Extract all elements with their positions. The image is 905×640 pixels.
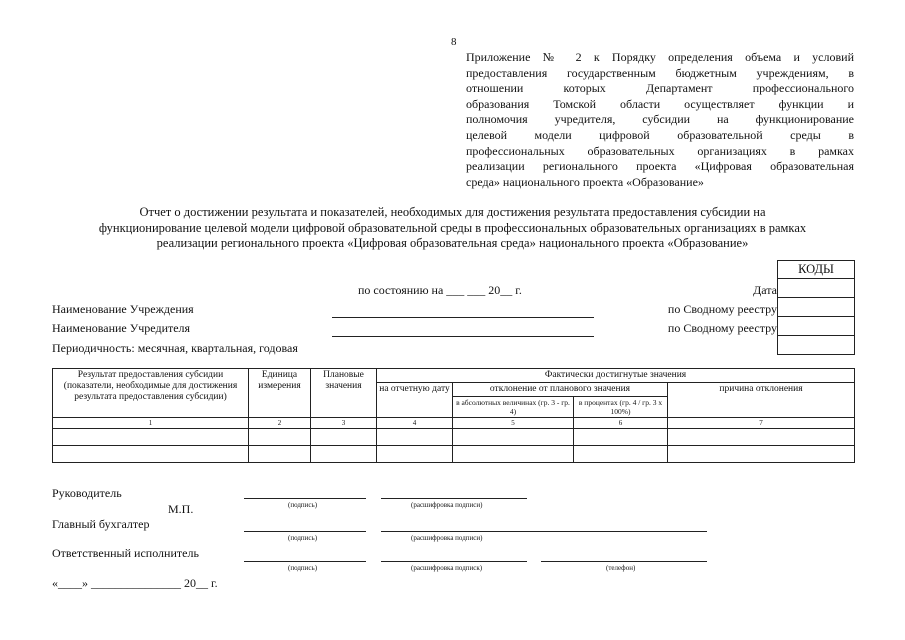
col-number: 1 [53,418,249,429]
table-cell[interactable] [311,446,377,463]
col-number: 7 [668,418,855,429]
appendix-line: предоставления государственным бюджетным учреждениям, в [466,65,854,80]
appendix-line: образования Томской области осуществляет функции и [466,96,854,111]
head-signature-caption: (подпись) [288,501,318,509]
executor-phone-line[interactable] [541,561,707,562]
table-cell[interactable] [249,429,311,446]
col-number: 2 [249,418,311,429]
col-reason-header: причина отклонения [668,383,855,418]
table-cell[interactable] [311,429,377,446]
head-decoding-caption: (расшифровка подписи) [411,501,483,509]
appendix-line: среда» национального проекта «Образование» [466,174,704,189]
founder-name-line[interactable] [332,336,594,337]
code-date-field[interactable] [778,279,855,298]
accountant-decoding-line[interactable] [381,531,707,532]
table-cell[interactable] [53,446,249,463]
page-number: 8 [451,36,457,48]
code-registry-field-1[interactable] [778,298,855,317]
col-unit-header: Единица измерения [249,369,311,418]
executor-signature-caption: (подпись) [288,564,318,572]
table-cell[interactable] [453,446,574,463]
col-number: 6 [574,418,668,429]
executor-signature-line[interactable] [244,561,366,562]
accountant-signature-caption: (подпись) [288,534,318,542]
col-abs-header: в абсолютных величинах (гр. 3 - гр. 4) [453,397,574,418]
col-number: 5 [453,418,574,429]
executor-label: Ответственный исполнитель [52,546,199,560]
head-signature-line[interactable] [244,498,366,499]
accountant-decoding-caption: (расшифровка подписи) [411,534,483,542]
executor-decoding-line[interactable] [381,561,527,562]
codes-header: КОДЫ [778,261,855,279]
table-cell[interactable] [668,429,855,446]
accountant-label: Главный бухгалтер [52,517,150,531]
table-row [53,446,855,463]
col-deviation-group-header: отклонение от планового значения [453,383,668,397]
code-extra-field[interactable] [778,336,855,355]
table-cell[interactable] [668,446,855,463]
institution-label: Наименование Учреждения [52,302,194,316]
executor-phone-caption: (телефон) [606,564,636,572]
appendix-header [466,50,854,190]
as-of-date: по состоянию на ___ ___ 20__ г. [358,283,522,297]
col-reporting-date-header: на отчетную дату [377,383,453,418]
founder-label: Наименование Учредителя [52,321,191,335]
appendix-line: Приложение № 2 к Порядку определения объема и условий [466,50,854,64]
accountant-signature-line[interactable] [244,531,366,532]
periodicity-label: Периодичность: месячная, квартальная, годовая [52,341,298,355]
col-planned-header: Плановые значения [311,369,377,418]
head-decoding-line[interactable] [381,498,527,499]
col-number: 4 [377,418,453,429]
executor-decoding-caption: (расшифровка подписк) [411,564,483,572]
report-title-line: функционирование целевой модели цифровой образовательной среды в профессиональных образовательных организациях в рамках [98,220,807,235]
date-label: Дата [753,283,777,297]
table-cell[interactable] [377,429,453,446]
stamp-label: М.П. [168,502,194,516]
table-cell[interactable] [53,429,249,446]
table-cell[interactable] [574,429,668,446]
table-cell[interactable] [377,446,453,463]
col-number: 3 [311,418,377,429]
appendix-line: отношении которых Департамент профессионального [466,81,854,96]
codes-table [777,260,855,355]
appendix-line: профессиональных образовательных организациях в рамках [466,143,854,158]
report-title-line: реализации регионального проекта «Цифровая образовательная среда» национального проекта «Образование» [156,236,749,250]
registry-label-2: по Сводному реестру [667,321,777,335]
col-actual-group-header: Фактически достигнутые значения [377,369,855,383]
appendix-line: целевой модели цифровой образовательной среды в [466,127,854,142]
report-title-line: Отчет о достижении результата и показателей, необходимых для достижения результата предоставления субсидии на [139,205,766,219]
table-cell[interactable] [574,446,668,463]
appendix-line: реализации регионального проекта «Цифровая образовательная [466,159,854,174]
report-title [40,205,865,252]
results-table [52,368,855,463]
institution-name-line[interactable] [332,317,594,318]
head-label: Руководитель [52,486,122,500]
col-pct-header: в процентах (гр. 4 / гр. 3 х 100%) [574,397,668,418]
appendix-line: полномочия учредителя, субсидии на функционирование [466,112,854,127]
registry-label-1: по Сводному реестру [667,302,777,316]
table-row [53,429,855,446]
table-cell[interactable] [453,429,574,446]
code-registry-field-2[interactable] [778,317,855,336]
col-result-header: Результат предоставления субсидии (показатели, необходимые для достижения результата предоставления субсидии) [53,369,249,418]
signature-date-line[interactable]: «____» _______________ 20__ г. [52,576,218,590]
table-cell[interactable] [249,446,311,463]
